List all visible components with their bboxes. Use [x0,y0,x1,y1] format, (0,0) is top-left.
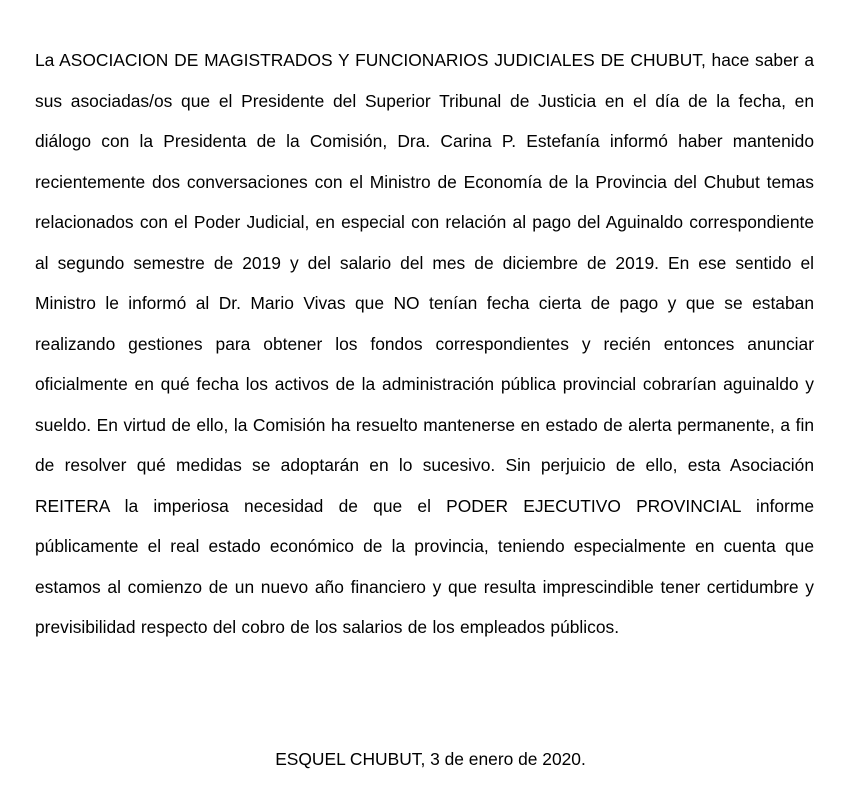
place-date-line: ESQUEL CHUBUT, 3 de enero de 2020. [275,749,586,769]
document-content [35,40,814,648]
statement-paragraph: La ASOCIACION DE MAGISTRADOS Y FUNCIONARIOS JUDICIALES DE CHUBUT, hace saber a sus asociadas/os que el Presidente del Superior Tribunal de Justicia en el día de la fecha, en diálogo con la Presidenta de la Comisión, Dra. Carina P. Estefanía informó haber mantenido recientemente dos conversaciones con el Ministro de Economía de la Provincia del Chubut temas relacionados con el Poder Judicial, en especial con relación al pago del Aguinaldo correspondiente al segundo semestre de 2019 y del salario del mes de diciembre de 2019. En ese sentido el Ministro le informó al Dr. Mario Vivas que NO tenían fecha cierta de pago y que se estaban realizando gestiones para obtener los fondos correspondientes y recién entonces anunciar oficialmente en qué fecha los activos de la administración pública provincial cobrarían aguinaldo y sueldo. En virtud de ello, la Comisión ha resuelto mantenerse en estado de alerta permanente, a fin de resolver qué medidas se adoptarán en lo sucesivo. Sin perjuicio de ello, esta Asociación REITERA la imperiosa necesidad de que el PODER EJECUTIVO PROVINCIAL informe públicamente el real estado económico de la provincia, teniendo especialmente en cuenta que estamos al comienzo de un nuevo año financiero y que resulta imprescindible tener certidumbre y previsibilidad respecto del cobro de los salarios de los empleados públicos. [35,50,814,637]
